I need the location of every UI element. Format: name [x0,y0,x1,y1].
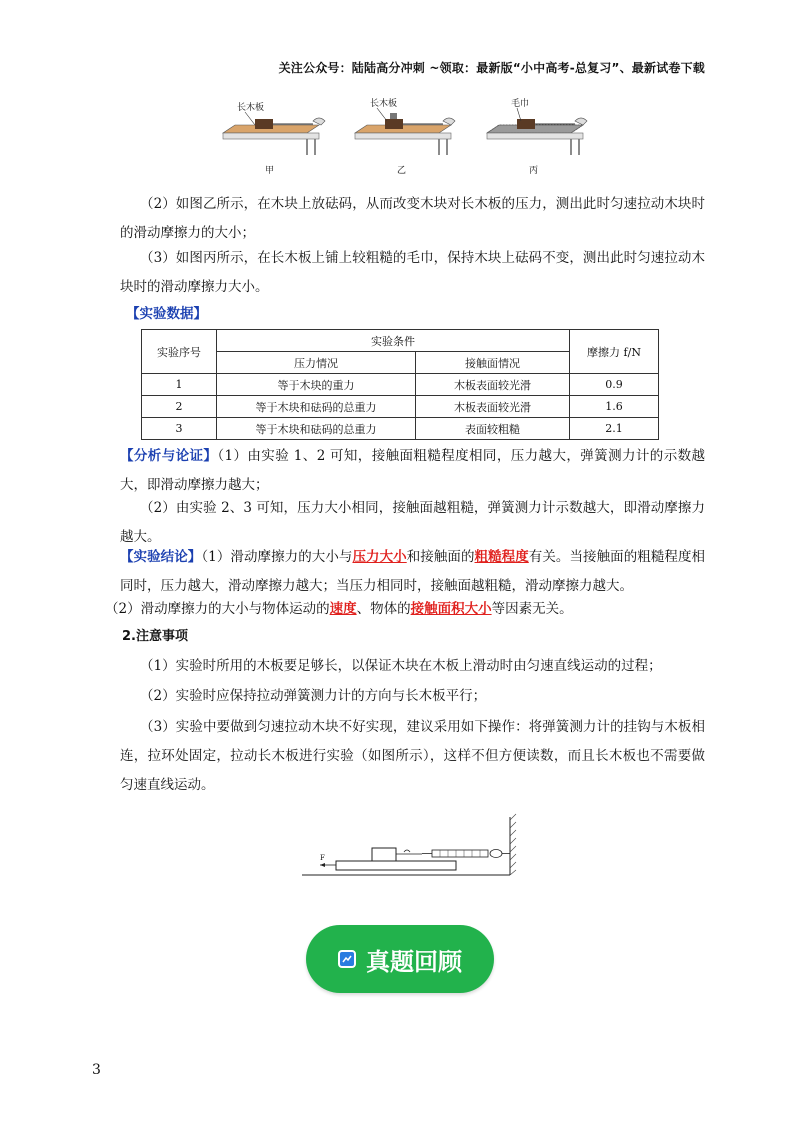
apparatus-figure [300,812,520,882]
analysis-heading: 【分析与论证】 [120,448,218,464]
data-section-heading: 【实验数据】 [126,306,207,322]
conclusion-paragraph-2 [105,595,690,624]
conclusion-p2-b: 、物体的 [356,601,411,617]
table-cell-friction: 2.1 [570,418,659,440]
keyword-pressure: 压力大小 [352,549,407,565]
figure-bing-caption: 丙 [529,166,539,176]
conclusion-p1-c: 有关。当接触面的粗糙程度相同时，压力越大，滑动摩擦力越大；当压力相同时，接触面越粗糙，滑动摩擦力越大。 [120,549,706,594]
table-cell-pressure: 等于木块的重力 [217,374,416,396]
review-button-label: 真题回顾 [366,947,462,976]
experiment-data-table [141,329,659,440]
table-cell-index: 3 [142,418,217,440]
figure-yi [355,97,455,176]
note-3: （3）实验中要做到匀速拉动木块不好实现，建议采用如下操作：将弹簧测力计的挂钩与木板相连，拉环处固定，拉动长木板进行实验（如图所示），这样不但方便读数，而且长木板也不需要做匀速直线运动。 [120,719,705,793]
table-cell-index: 2 [142,396,217,418]
analysis-paragraph-1 [120,442,705,500]
table-header-conditions: 实验条件 [217,330,570,352]
note-2: （2）实验时应保持拉动弹簧测力计的方向与长木板平行； [140,688,487,704]
page-number: 3 [92,1062,101,1078]
chart-trend-icon [338,950,356,968]
figure-jia-caption: 甲 [265,166,275,176]
table-cell-surface: 木板表面较光滑 [416,396,570,418]
analysis-paragraph-2: （2）由实验 2、3 可知，压力大小相同，接触面越粗糙，弹簧测力计示数越大，即滑动摩擦力越大。 [120,500,705,545]
figure-jia [223,101,325,176]
conclusion-p1-a: （1）滑动摩擦力的大小与 [201,549,353,565]
step-2-text: （2）如图乙所示，在木块上放砝码，从而改变木块对长木板的压力，测出此时匀速拉动木块时的滑动摩擦力的大小； [120,196,705,241]
figure-yi-label: 长木板 [370,99,398,109]
page-header: 关注公众号：陆陆高分冲刺 ~领取：最新版“小中高考-总复习”、最新试卷下载 [278,61,705,75]
table-cell-index: 1 [142,374,217,396]
table-row [142,418,659,440]
review-button[interactable] [306,925,494,993]
notes-heading: 2.注意事项 [122,629,188,644]
analysis-p1-text: （1）由实验 1、2 可知，接触面粗糙程度相同，压力越大，弹簧测力计的示数越大，即滑动摩擦力越大； [120,448,706,493]
table-header-pressure: 压力情况 [217,352,416,374]
figure-bing-label: 毛巾 [511,99,530,109]
figure-bing [487,97,587,176]
force-label: F [320,854,325,862]
figure-jia-label: 长木板 [237,103,265,113]
step-3-text: （3）如图丙所示，在长木板上铺上较粗糙的毛巾，保持木块上砝码不变，测出此时匀速拉动木块时的滑动摩擦力大小。 [120,250,705,295]
keyword-roughness: 粗糙程度 [474,549,529,565]
table-cell-surface: 木板表面较光滑 [416,374,570,396]
table-cell-friction: 0.9 [570,374,659,396]
table-cell-pressure: 等于木块和砝码的总重力 [217,418,416,440]
figure-yi-caption: 乙 [397,166,407,176]
table-header-friction: 摩擦力 f/N [570,330,659,374]
table-cell-friction: 1.6 [570,396,659,418]
conclusion-p2-a: （2）滑动摩擦力的大小与物体运动的 [105,601,330,617]
keyword-contact-area: 接触面积大小 [410,601,492,617]
conclusion-paragraph-1 [120,543,705,601]
keyword-speed: 速度 [329,601,357,617]
table-row [142,374,659,396]
table-cell-surface: 表面较粗糙 [416,418,570,440]
table-header-surface: 接触面情况 [416,352,570,374]
table-row [142,396,659,418]
conclusion-p1-b: 和接触面的 [406,549,475,565]
table-header-index: 实验序号 [142,330,217,374]
table-cell-pressure: 等于木块和砝码的总重力 [217,396,416,418]
conclusion-p2-c: 等因素无关。 [491,601,573,617]
data-section-title [126,300,711,329]
note-1: （1）实验时所用的木板要足够长，以保证木块在木板上滑动时由匀速直线运动的过程； [140,658,662,674]
experiment-figures [215,95,615,185]
conclusion-heading: 【实验结论】 [120,549,202,565]
